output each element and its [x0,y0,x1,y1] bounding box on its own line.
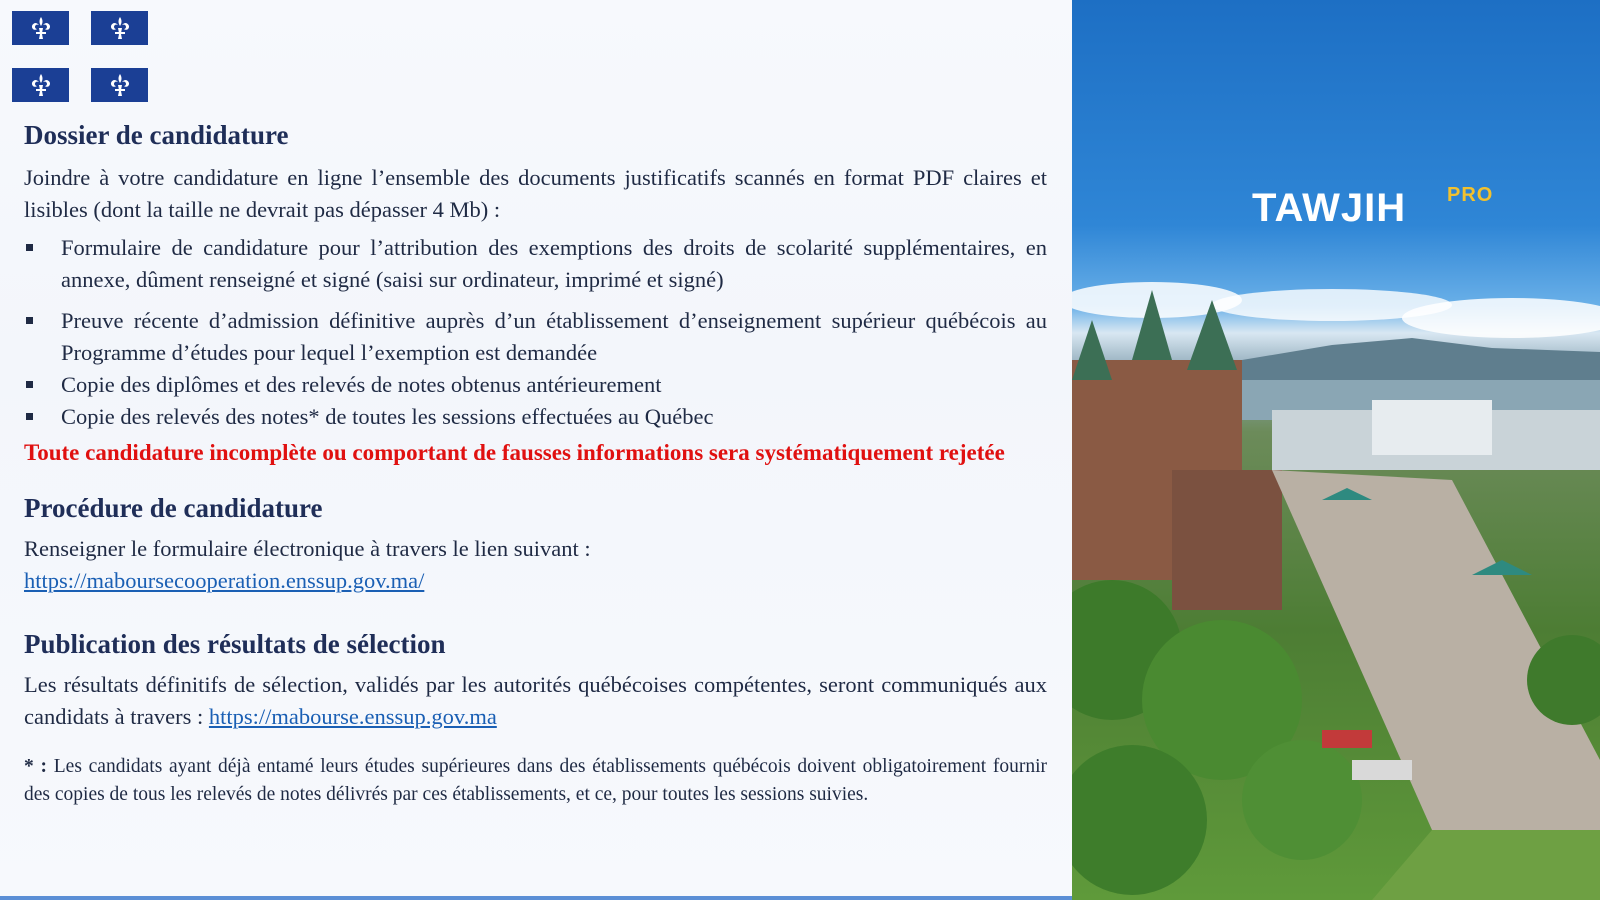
quebec-city-photo [1072,0,1600,900]
flag-quadrant-top-right [91,11,148,45]
flag-quadrant-top-left [12,11,69,45]
square-bullet-icon [26,244,33,251]
list-item: Formulaire de candidature pour l’attribution des exemptions des droits de scolarité supplémentaires, en annexe, dûment renseigné et signé (saisi sur ordinateur, imprimé et signé) [24,232,1047,296]
bottom-divider [0,896,1072,900]
procedure-text: Renseigner le formulaire électronique à travers le lien suivant : https://maboursecooperation.enssup.gov.ma/ [24,536,591,593]
list-item: Copie des diplômes et des relevés de notes obtenus antérieurement [24,369,1047,401]
list-item: Copie des relevés des notes* de toutes les sessions effectuées au Québec [24,401,1047,433]
flag-quadrant-bottom-left [12,68,69,102]
flag-quadrant-bottom-right [91,68,148,102]
main-content [24,118,1047,809]
fleur-de-lis-icon [109,73,131,97]
tawjih-pro-logo: TAWJIH PRO [1252,184,1494,230]
square-bullet-icon [26,317,33,324]
fleur-de-lis-icon [30,73,52,97]
square-bullet-icon [26,381,33,388]
section-title-dossier: Dossier de candidature [24,120,289,150]
rejection-warning: Toute candidature incomplète ou comportant de fausses informations sera systématiquement rejetée [24,440,1005,465]
footnote [24,753,1047,809]
fleur-de-lis-icon [109,16,131,40]
publication-text: Les résultats définitifs de sélection, validés par les autorités québécoises compétentes, seront communiqués aux candidats à travers : https://mabourse.enssup.gov.ma [24,672,1047,729]
quebec-city-illustration [1072,0,1600,900]
fleur-de-lis-icon [30,16,52,40]
results-link[interactable]: https://mabourse.enssup.gov.ma [208,704,497,729]
footnote-text: Les candidats ayant déjà entamé leurs études supérieures dans des établissements québécois doivent obligatoirement fournir des copies de tous les relevés de notes délivrés par ces établissements, et ce, pour toutes les sessions suivies. [24,756,1048,805]
square-bullet-icon [26,413,33,420]
documents-list [24,232,1047,433]
section-title-publication: Publication des résultats de sélection [24,629,446,659]
section-title-procedure: Procédure de candidature [24,493,323,523]
footnote-marker: * : [24,756,47,777]
list-item: Preuve récente d’admission définitive auprès d’un établissement d’enseignement supérieur québécois au Programme d’études pour lequel l’exemption est demandée [24,305,1047,369]
dossier-intro: Joindre à votre candidature en ligne l’ensemble des documents justificatifs scannés en format PDF claires et lisibles (dont la taille ne devrait pas dépasser 4 Mb) : [24,165,1047,222]
application-form-link[interactable]: https://maboursecooperation.enssup.gov.ma/ [24,568,425,593]
